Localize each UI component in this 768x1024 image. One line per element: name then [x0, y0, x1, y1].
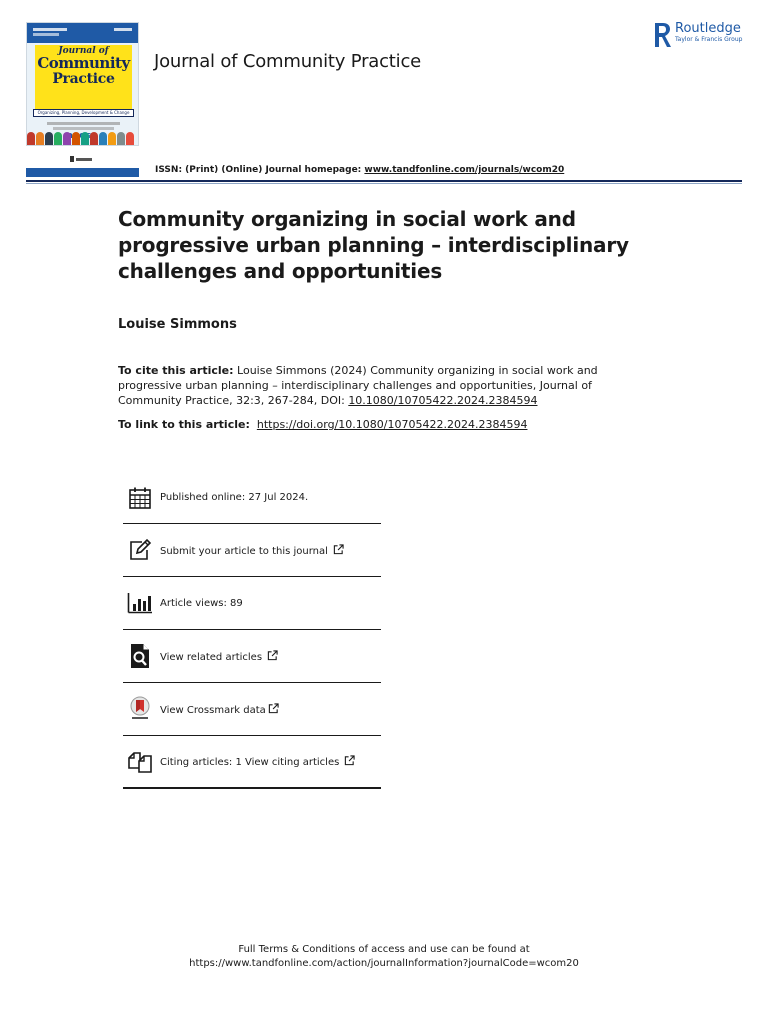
- article-author: Louise Simmons: [118, 317, 237, 332]
- article-doi-url-link[interactable]: https://doi.org/10.1080/10705422.2024.2384594: [256, 418, 528, 431]
- external-link-icon: [267, 650, 278, 661]
- crossmark-row[interactable]: [123, 683, 381, 736]
- published-date: Published online: 27 Jul 2024.: [160, 492, 309, 503]
- citing-articles-label: Citing articles: 1 View citing articles: [160, 757, 340, 768]
- citation-label: To cite this article:: [118, 364, 234, 377]
- edit-icon: [127, 537, 153, 563]
- terms-url-link[interactable]: https://www.tandfonline.com/action/journalInformation?journalCode=wcom20: [189, 958, 579, 969]
- terms-line: Full Terms & Conditions of access and use can be found at: [238, 944, 530, 955]
- external-link-icon: [268, 703, 279, 714]
- crossmark-label: View Crossmark data: [160, 704, 266, 716]
- crossmark-link[interactable]: [160, 703, 279, 716]
- cover-title-line1: Journal of: [58, 46, 109, 56]
- article-link-block: [118, 417, 618, 432]
- cover-title-block: [35, 45, 132, 109]
- cover-title-line2: Community: [37, 54, 130, 72]
- citing-articles-link[interactable]: [160, 755, 355, 768]
- issn-text: ISSN: (Print) (Online) Journal homepage:: [155, 165, 365, 175]
- calendar-icon: [127, 485, 153, 511]
- external-link-icon: [344, 755, 355, 766]
- link-label: To link to this article:: [118, 418, 250, 431]
- publisher-subtitle: Taylor & Francis Group: [675, 36, 743, 44]
- cover-subtitle: Organizing, Planning, Development & Change: [33, 109, 134, 117]
- related-articles-label: View related articles: [160, 651, 263, 663]
- citing-articles-row[interactable]: [123, 736, 381, 789]
- citation-block: [118, 363, 618, 408]
- bar-chart-icon: [127, 590, 153, 616]
- doi-link[interactable]: 10.1080/10705422.2024.2384594: [348, 394, 538, 407]
- article-title: Community organizing in social work and progressive urban planning – interdisciplinary challenges and opportunities: [118, 207, 629, 283]
- header-divider-light: [26, 183, 742, 184]
- submit-article-link[interactable]: [160, 544, 344, 557]
- external-link-icon: [333, 544, 344, 555]
- article-info-list: [123, 472, 381, 789]
- crossmark-icon: [127, 696, 153, 722]
- journal-cover-image: [26, 22, 139, 146]
- citation-text: Louise Simmons (2024) Community organizing in social work and progressive urban planning – interdisciplinary challenges and opportunities, Journal of Community Practice, 32:3, 267-284, DOI:: [118, 364, 598, 407]
- related-articles-row[interactable]: [123, 630, 381, 683]
- terms-footer: [0, 943, 768, 971]
- document-search-icon: [127, 643, 153, 669]
- citing-documents-icon: [127, 749, 153, 775]
- header-divider: [26, 180, 742, 182]
- journal-title: Journal of Community Practice: [154, 51, 422, 72]
- publisher-name: Routledge: [675, 21, 741, 36]
- cover-people-illustration: [27, 131, 138, 145]
- cover-title-line3: Practice: [52, 71, 115, 87]
- submit-article-row[interactable]: [123, 524, 381, 577]
- header-accent-bar: [26, 168, 139, 177]
- published-row: [123, 472, 381, 524]
- routledge-logo[interactable]: [654, 22, 742, 48]
- routledge-r-icon: [654, 22, 671, 48]
- journal-homepage-link[interactable]: www.tandfonline.com/journals/wcom20: [364, 165, 565, 175]
- related-articles-link[interactable]: [160, 650, 278, 663]
- cover-publisher-mark: [70, 156, 92, 163]
- issn-line: [155, 165, 564, 175]
- article-views-row: [123, 577, 381, 630]
- article-views-count: Article views: 89: [160, 597, 243, 609]
- submit-article-label: Submit your article to this journal: [160, 545, 328, 557]
